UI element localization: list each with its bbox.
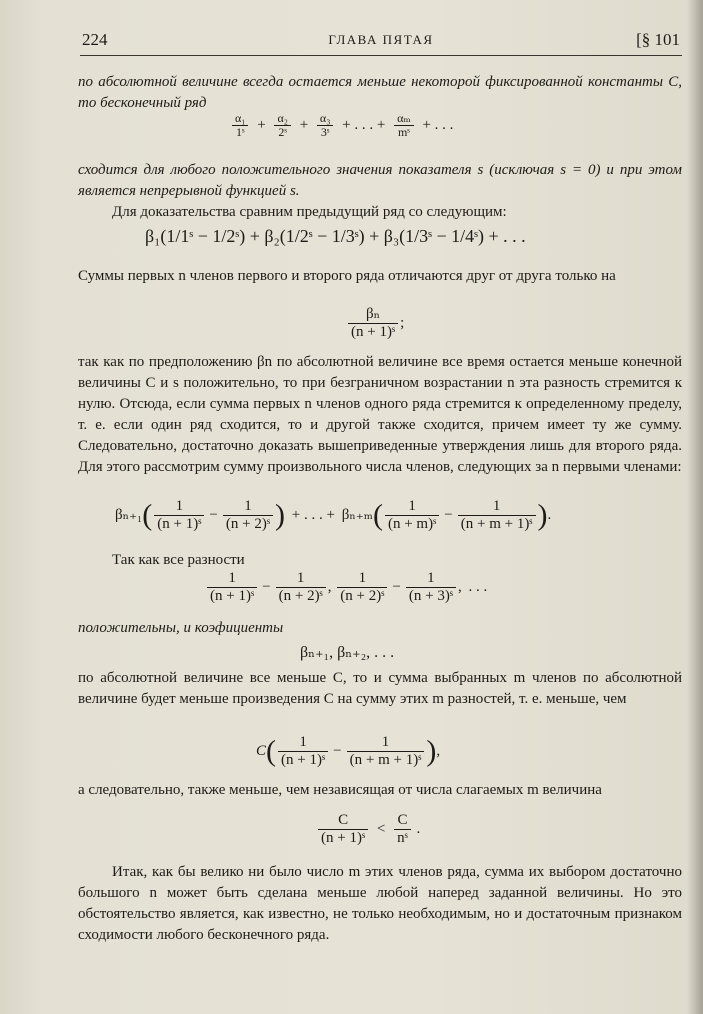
- paragraph-9: а следовательно, также меньше, чем независящая от числа слагаемых m величина: [78, 782, 602, 798]
- fraction: $\frac{1}{\text{(n + 1)ˢ}}$: [207, 570, 257, 605]
- fraction: $\frac{1}{\text{(n + m + 1)ˢ}}$: [458, 498, 536, 533]
- formula-differences: $\frac{1}{\text{(n + 1)ˢ}}$ − $\frac{1}{\text{(n + 2)ˢ}}$ , $\frac{1}{\text{(n + 2)ˢ}}$ − $\frac{1}{\text{(n + 3)ˢ}}$ , . . .: [205, 570, 490, 605]
- fraction: $\frac{C}{\text{nˢ}}$: [394, 812, 411, 847]
- formula-partial-sum: βₙ₊₁( $\frac{1}{\text{(n + 1)ˢ}}$ − $\frac{1}{\text{(n + 2)ˢ}}$ ) + . . . + βₙ₊ₘ( $\frac{1}{\text{(n + m)ˢ}}$ − $\frac{1}{\text{(n + m + 1)ˢ}}$ ).: [115, 498, 552, 532]
- header-rule: [80, 55, 682, 56]
- paragraph-4: Суммы первых n членов первого и второго ряда отличаются друг от друга только на: [78, 268, 616, 284]
- paragraph-7: положительны, и коэфициенты: [78, 620, 284, 636]
- fraction: $\frac{\text{βₙ}}{\text{(n + 1)ˢ}}$: [348, 306, 398, 341]
- formula-coefficients: βₙ₊₁, βₙ₊₂, . . .: [300, 644, 395, 661]
- formula-series-2: β₁(1/1ˢ − 1/2ˢ) + β₂(1/2ˢ − 1/3ˢ) + β₃(1/3ˢ − 1/4ˢ) + . . .: [145, 226, 526, 246]
- fraction: $\frac{1}{\text{(n + 3)ˢ}}$: [406, 570, 456, 605]
- paragraph-2: сходится для любого положительного значения показателя s (исключая s = 0) и при этом является непрерывной функцией s.: [78, 162, 682, 199]
- fraction: $\frac{\text{αₘ}}{\text{mˢ}}$: [394, 112, 414, 139]
- page-edge-shadow: [687, 0, 703, 1014]
- fraction: $\frac{\text{α₁}}{\text{1ˢ}}$: [232, 112, 248, 139]
- fraction: $\frac{1}{\text{(n + 1)ˢ}}$: [278, 734, 328, 769]
- chapter-title: ГЛАВА ПЯТАЯ: [328, 32, 434, 47]
- fraction: $\frac{\text{α₃}}{\text{3ˢ}}$: [317, 112, 333, 139]
- formula-final: $\frac{C}{\text{(n + 1)ˢ}}$ < $\frac{C}{\text{nˢ}}$ .: [316, 812, 420, 847]
- paragraph-5: так как по предположению βn по абсолютной величине все время остается меньше конечной величины C и s положительно, то при безграничном возрастании n эта разность стремится к нулю. Отсюда, если сумма первых n членов одного ряда стремится к определенному пределу, т. е. если один ряд сходится, то и другой также сходится, причем имеет ту же сумму. Следовательно, достаточно доказать вышеприведенные утверждения лишь для второго ряда. Для этого рассмотрим сумму произвольного числа членов, следующих за n первыми членами:: [78, 354, 682, 475]
- paragraph-8: по абсолютной величине все меньше C, то и сумма выбранных m членов по абсолютной величине будет меньше произведения C на сумму этих m разностей, т. е. меньше, чем: [78, 670, 682, 707]
- formula-bound: C( $\frac{1}{\text{(n + 1)ˢ}}$ − $\frac{1}{\text{(n + m + 1)ˢ}}$ ),: [256, 734, 441, 768]
- fraction: $\frac{\text{α₂}}{\text{2ˢ}}$: [274, 112, 290, 139]
- fraction: $\frac{1}{\text{(n + 2)ˢ}}$: [337, 570, 387, 605]
- fraction: $\frac{C}{\text{(n + 1)ˢ}}$: [318, 812, 368, 847]
- paragraph-1: по абсолютной величине всегда остается меньше некоторой фиксированной константы C, то бесконечный ряд: [78, 74, 682, 111]
- fraction: $\frac{1}{\text{(n + 2)ˢ}}$: [276, 570, 326, 605]
- section-number: [§ 101: [636, 30, 680, 49]
- fraction: $\frac{1}{\text{(n + 1)ˢ}}$: [154, 498, 204, 533]
- paragraph-10: Итак, как бы велико ни было число m этих членов ряда, сумма их выбором достаточно большого n может быть сделана меньше любой наперед заданной величины. Но это обстоятельство является, как известно, не только необходимым, но и достаточным признаком сходимости любого бесконечного ряда.: [78, 864, 682, 943]
- paragraph-3: Для доказательства сравним предыдущий ряд со следующим:: [112, 204, 507, 220]
- running-header: [82, 30, 680, 54]
- page-number: 224: [82, 30, 108, 49]
- fraction: $\frac{1}{\text{(n + m + 1)ˢ}}$: [347, 734, 425, 769]
- fraction: $\frac{1}{\text{(n + m)ˢ}}$: [385, 498, 439, 533]
- paragraph-6: Так как все разности: [112, 552, 245, 568]
- fraction: $\frac{1}{\text{(n + 2)ˢ}}$: [223, 498, 273, 533]
- formula-difference: $\frac{\text{βₙ}}{\text{(n + 1)ˢ}}$ ;: [346, 306, 404, 341]
- formula-series-1: $\frac{\text{α₁}}{\text{1ˢ}}$ + $\frac{\text{α₂}}{\text{2ˢ}}$ + $\frac{\text{α₃}}{\text{3ˢ}}$ + . . . + $\frac{\text{αₘ}}{\text{mˢ}}$ + . . .: [230, 112, 456, 139]
